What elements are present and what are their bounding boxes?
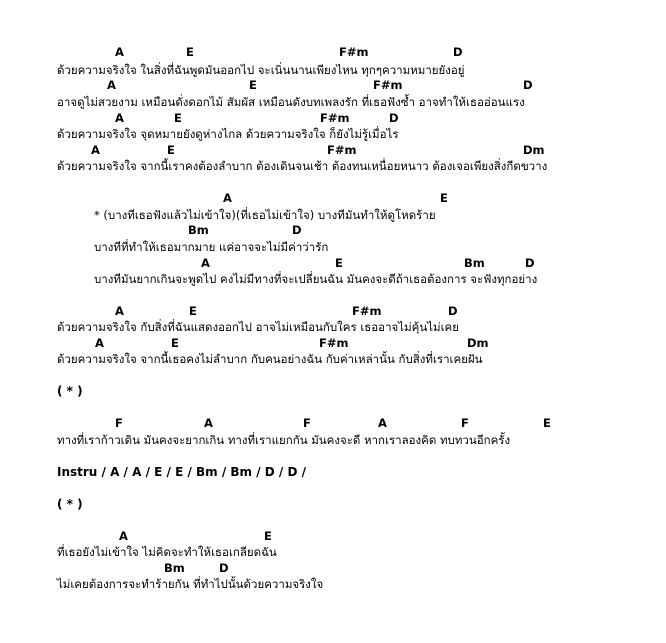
chord: E: [264, 529, 272, 543]
chord: A: [115, 45, 124, 59]
chord: A: [223, 191, 232, 205]
chord: Dm: [523, 143, 545, 157]
chord: F#m: [327, 143, 357, 157]
chord: F#m: [352, 304, 382, 318]
lyric-line: บางทีที่ทำให้เธอมากมาย แค่อาจจะไม่มีค่าว่ารัก: [94, 240, 329, 254]
chord: Bm: [188, 223, 209, 237]
lyric-line: ด้วยความจริงใจ ในสิ่งที่ฉันพูดมันออกไป จะเนิ่นนานเพียงไหน ทุกๆความหมายยังอยู่: [57, 63, 465, 77]
lyric-line: * (บางทีเธอฟังแล้วไม่เข้าใจ)(ที่เธอไม่เข้าใจ) บางทีมันทำให้ดูโหดร้าย: [94, 208, 436, 222]
chord: Bm: [464, 256, 485, 270]
chord: A: [115, 111, 124, 125]
chord: E: [167, 143, 175, 157]
lyric-line: ด้วยความจริงใจ กับสิ่งที่ฉันแสดงออกไป อาจไม่เหมือนกับใคร เธออาจไม่คุ้นไม่เคย: [57, 320, 459, 334]
chord: E: [171, 336, 179, 350]
instrumental-line: Instru / A / A / E / E / Bm / Bm / D / D /: [57, 465, 307, 479]
chord: D: [523, 78, 533, 92]
chord: A: [201, 256, 210, 270]
chord: E: [335, 256, 343, 270]
chord: F: [461, 416, 469, 430]
chord: D: [453, 45, 463, 59]
chord: A: [119, 529, 128, 543]
chord: E: [440, 191, 448, 205]
lyric-line: ด้วยความจริงใจ จุดหมายยังดูห่างไกล ด้วยความจริงใจ ก็ยังไม่รู้เมื่อไร: [57, 127, 399, 141]
chord: D: [389, 111, 399, 125]
chord: A: [115, 304, 124, 318]
chord: F#m: [319, 336, 349, 350]
lyric-line: ด้วยความจริงใจ จากนี้เธอคงไม่ลำบาก กับคนอย่างฉัน กับค่าเหล่านั้น กับสิ่งที่เราเคยฝัน: [57, 352, 483, 366]
chord: F#m: [339, 45, 369, 59]
chord: E: [249, 78, 257, 92]
chord: E: [174, 111, 182, 125]
chord: D: [448, 304, 458, 318]
chord: Dm: [467, 336, 489, 350]
lyric-line: ไม่เคยต้องการจะทำร้ายกัน ที่ทำไปนั้นด้วยความจริงใจ: [57, 577, 324, 591]
lyric-line: บางทีมันยากเกินจะพูดไป คงไม่มีทางที่จะเปลี่ยนฉัน มันคงจะดีถ้าเธอต้องการ จะฟังทุกอย่าง: [94, 272, 538, 286]
chord: F#m: [373, 78, 403, 92]
chord: E: [189, 304, 197, 318]
chord: A: [95, 336, 104, 350]
chorus-repeat-marker: ( * ): [57, 384, 83, 398]
chord: F#m: [320, 111, 350, 125]
chord: A: [378, 416, 387, 430]
chord: Bm: [164, 561, 185, 575]
chord: E: [186, 45, 194, 59]
lyric-line: ทางที่เราก้าวเดิน มันคงจะยากเกิน ทางที่เราแยกกัน มันคงจะดี หากเราลองคิด ทบทวนอีกครั้ง: [57, 433, 511, 447]
lyric-line: ที่เธอยังไม่เข้าใจ ไม่คิดจะทำให้เธอเกลียดฉัน: [57, 545, 277, 559]
chord: A: [204, 416, 213, 430]
chord: D: [292, 223, 302, 237]
chord: D: [219, 561, 229, 575]
chord: A: [91, 143, 100, 157]
lyric-line: ด้วยความจริงใจ จากนี้เราคงต้องลำบาก ต้องเดินจนเช้า ต้องทนเหนื่อยหนาว ต้องเจอเพียงสิ่งกีดขวาง: [57, 159, 548, 173]
chord: D: [525, 256, 535, 270]
chord: A: [107, 78, 116, 92]
lyric-line: อาจดูไม่สวยงาม เหมือนดั่งดอกไม้ สัมผัส เหมือนดังบทเพลงรัก ที่เธอฟังซ้ำ อาจทำให้เธออ่อนแรง: [57, 95, 525, 109]
chord: F: [303, 416, 311, 430]
chorus-repeat-marker: ( * ): [57, 497, 83, 511]
chord: F: [115, 416, 123, 430]
chord: E: [543, 416, 551, 430]
